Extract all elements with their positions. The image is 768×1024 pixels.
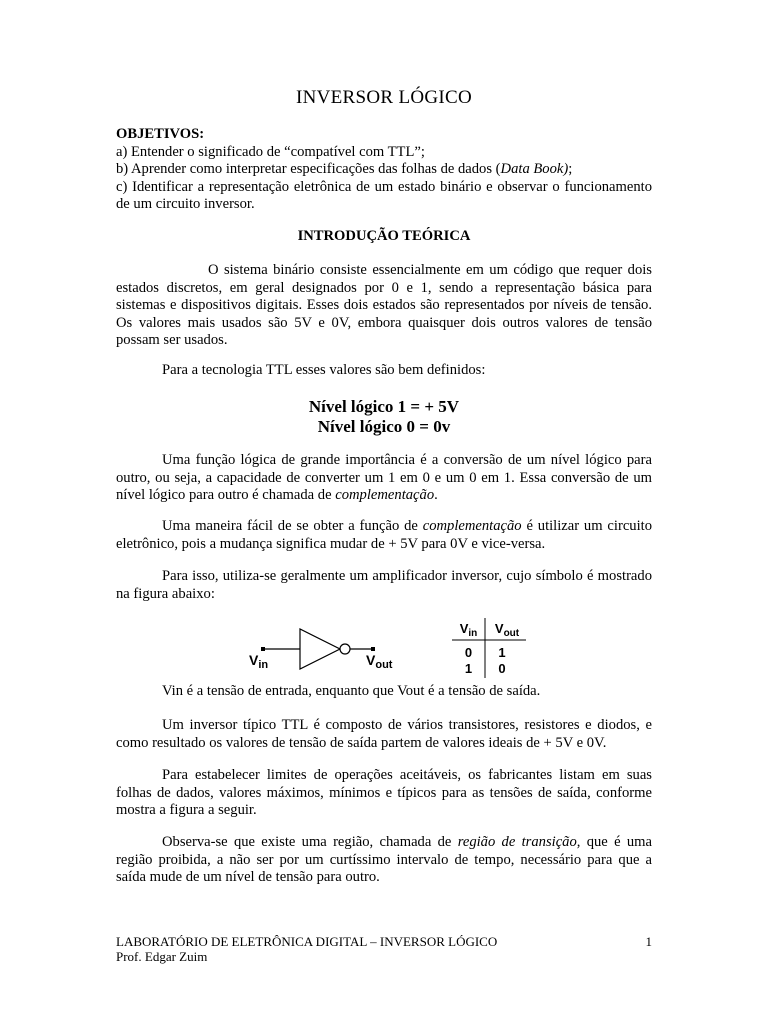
paragraph-ttl-values: Para a tecnologia TTL esses valores são bem definidos: xyxy=(162,362,486,378)
paragraph-intro: O sistema binário consiste essencialmente em um código que requer dois estados discretos, em geral designados por 0 e 1, sendo a representação básica para sistemas e dispositivos digitais. Esses dois estados são representados por níveis de tensão. Os valores mais usados são 5V e 0V, embora quaisquer dois outros valores de tensão possam ser usados. xyxy=(116,262,652,349)
page-title: INVERSOR LÓGICO xyxy=(295,87,473,108)
objective-b: b) Aprender como interpretar especificações das folhas de dados (Data Book); xyxy=(116,161,573,178)
paragraph-limits: Para estabelecer limites de operações aceitáveis, os fabricantes listam em suas folhas de dados, valores máximos, mínimos e típicos para as tensões de saída, conforme mostra a figura a seguir. xyxy=(116,767,652,819)
objectives-block xyxy=(116,126,652,214)
truth-header-vin: $V_{in}$ xyxy=(459,621,478,639)
truth-table xyxy=(452,618,528,680)
vin-label: $V_{in}$ xyxy=(249,652,269,671)
logic-level-0: Nível lógico 0 = 0v xyxy=(317,417,451,436)
footer-course: LABORATÓRIO DE ELETRÔNICA DIGITAL – INVERSOR LÓGICO xyxy=(116,934,498,949)
paragraph-amplifier: Para isso, utiliza-se geralmente um amplificador inversor, cujo símbolo é mostrado na figura abaixo: xyxy=(116,568,652,602)
paragraph-logic-function: Uma função lógica de grande importância é a conversão de um nível lógico para outro, ou seja, a capacidade de converter um 1 em 0 e um 0 em 1. Essa conversão de um nível lógico para outro é chamada de complementação. xyxy=(116,452,652,504)
truth-cell-vout-0: 1 xyxy=(498,645,506,660)
page-number: 1 xyxy=(645,934,652,949)
page-footer xyxy=(116,934,652,964)
truth-cell-vin-1: 1 xyxy=(464,661,473,676)
footer-author: Prof. Edgar Zuim xyxy=(116,949,208,964)
paragraph-complementation: Uma maneira fácil de se obter a função de complementação é utilizar um circuito eletrônico, pois a mudança significa mudar de + 5V para 0V e vice-versa. xyxy=(116,518,652,552)
paragraph-vin-vout: Vin é a tensão de entrada, enquanto que Vout é a tensão de saída. xyxy=(162,683,541,699)
paragraph-transition-region: Observa-se que existe uma região, chamada de região de transição, que é uma região proibida, a não ser por um curtíssimo intervalo de tempo, necessário para que a saída mude de um nível de tensão para outro. xyxy=(116,834,652,886)
truth-header-vout: $V_{out}$ xyxy=(494,621,520,639)
objectives-heading: OBJETIVOS: xyxy=(116,126,205,142)
objective-c: c) Identificar a representação eletrônica de um estado binário e observar o funcionamento de um circuito inversor. xyxy=(116,178,652,213)
paragraph-typical-inverter: Um inversor típico TTL é composto de vários transistores, resistores e diodos, e como resultado os valores de tensão de saída partem de valores ideais de + 5V e 0V. xyxy=(116,717,652,751)
objective-a: a) Entender o significado de “compatível com TTL”; xyxy=(116,143,425,160)
logic-levels xyxy=(0,397,768,437)
truth-cell-vout-1: 0 xyxy=(498,661,506,676)
section-title: INTRODUÇÃO TEÓRICA xyxy=(297,228,471,244)
inverter-symbol xyxy=(240,612,410,674)
truth-cell-vin-0: 0 xyxy=(464,645,473,660)
logic-level-1: Nível lógico 1 = + 5V xyxy=(308,397,460,416)
vout-label: $V_{out}$ xyxy=(366,652,393,671)
